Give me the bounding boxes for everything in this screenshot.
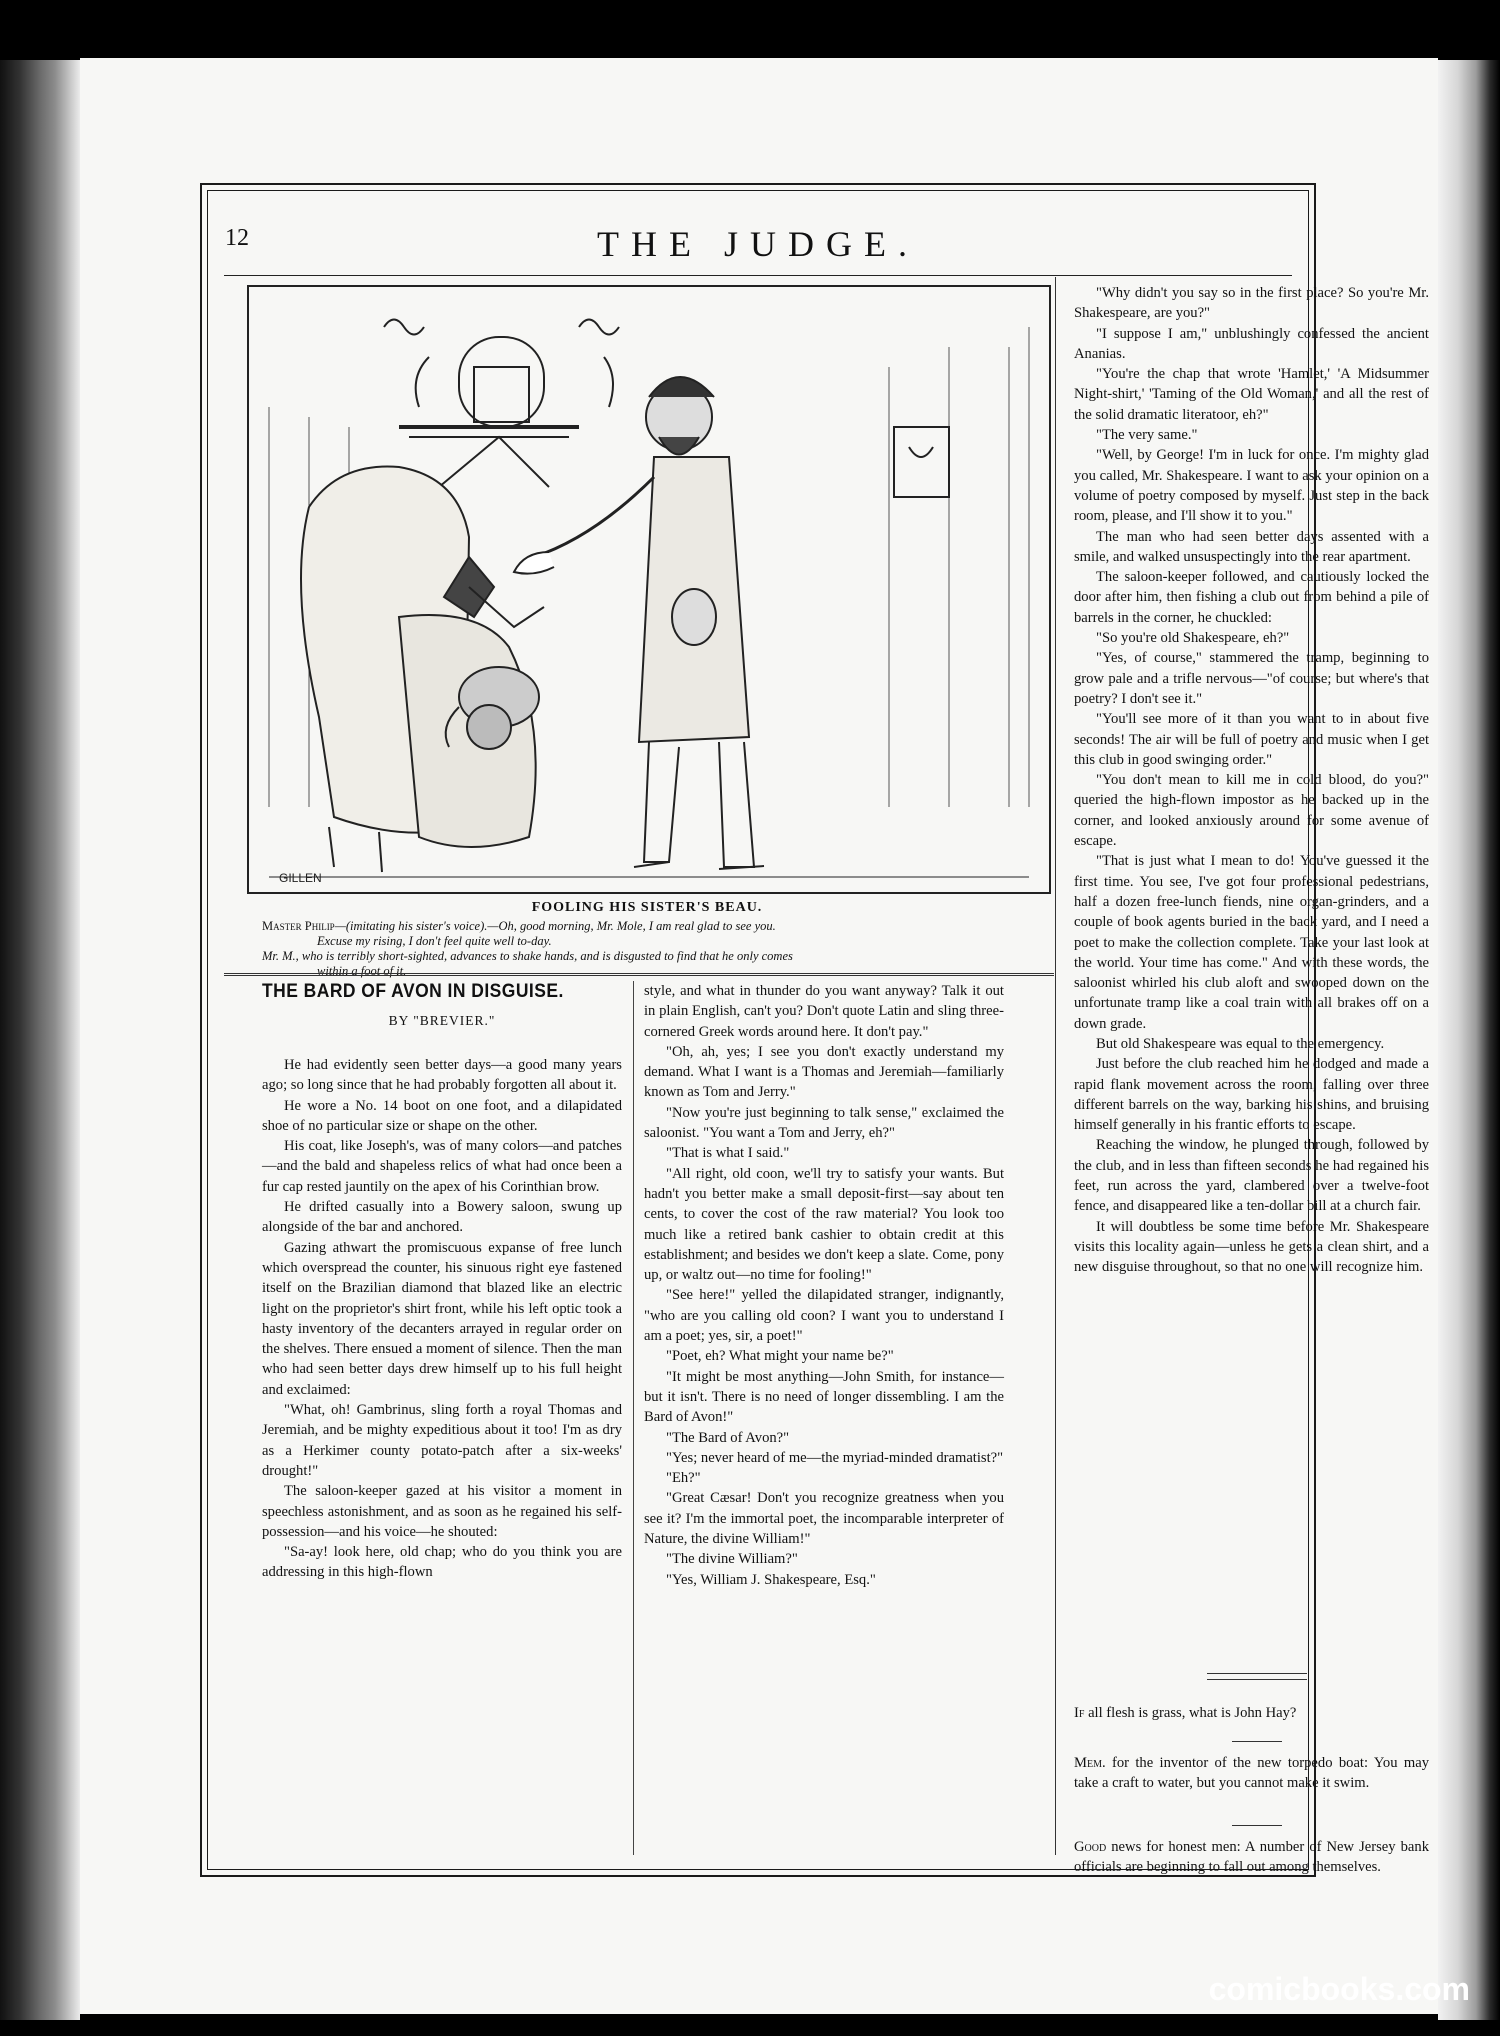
site-watermark: comicbooks.com (1208, 1971, 1470, 2007)
paragraph: "You don't mean to kill me in cold blood, do you?" queried the high-flown impostor as he backed up in the corner, and looked anxiously around for some avenue of escape. (1074, 772, 1429, 850)
paragraph: "Now you're just beginning to talk sense," exclaimed the saloonist. "You want a Tom and Jerry, eh?" (644, 1104, 1004, 1142)
paragraph: "You're the chap that wrote 'Hamlet,' 'A Midsummer Night-shirt,' 'Taming of the Old Woman,' and all the rest of the solid dramatic literatoor, eh?" (1074, 366, 1429, 423)
note-torpedo-boat: Mem. for the inventor of the new torpedo boat: You may take a craft to water, but you cannot make it swim. (1074, 1755, 1429, 1792)
paragraph: "You'll see more of it than you want to in about five seconds! The air will be full of poetry and music when I get this club in good swinging order." (1074, 711, 1429, 768)
paragraph: "The divine William?" (666, 1551, 798, 1568)
paragraph: He wore a No. 14 boot on one foot, and a dilapidated shoe of no particular size or shape on the other. (262, 1097, 622, 1134)
masthead-title: THE JUDGE. (597, 224, 919, 264)
paragraph: "What, oh! Gambrinus, sling forth a royal Thomas and Jeremiah, and be mighty expeditious about it too! I'm as dry as a Herkimer county potato-patch after a six-weeks' drought!" (262, 1402, 622, 1479)
section-rule (224, 973, 1054, 976)
caption-speaker: Master Philip (262, 919, 335, 933)
paragraph: "Well, by George! I'm in luck for once. I'm mighty glad you called, Mr. Shakespeare. I want to ask your opinion on a volume of poetry composed by myself. Just step in the back room, please, and I'll show it to you." (1074, 447, 1429, 525)
cartoon-drawing (249, 287, 1049, 892)
separator-double-1 (1207, 1673, 1307, 1674)
paragraph: "All right, old coon, we'll try to satisfy your wants. But hadn't you better make a small deposit-first—say about ten cents, to cover the cost of the raw material? You look too much like a retired bank cashier to obtain credit at this establishment; and besides we don't keep a slate. Come, pony up, or waltz out—no time for fooling!" (644, 1165, 1004, 1284)
paragraph: "Great Cæsar! Don't you recognize greatness when you see it? I'm the immortal poet, the incomparable interpreter of Nature, the divine William!" (644, 1490, 1004, 1548)
paragraph: It will doubtless be some time before Mr. Shakespeare visits this locality again—unless he gets a clean shirt, and a new disguise throughout, so that no one will recognize him. (1074, 1218, 1429, 1276)
article-column-1 (262, 1055, 622, 1583)
paragraph: The saloon-keeper followed, and cautiously locked the door after him, then fishing a club out from behind a pile of barrels in the corner, he chuckled: (1074, 569, 1429, 626)
page-border (200, 183, 1429, 1877)
note-john-hay: If all flesh is grass, what is John Hay? (1074, 1705, 1297, 1721)
paragraph: "The very same." (1096, 427, 1198, 444)
paragraph: "So you're old Shakespeare, eh?" (1096, 630, 1290, 647)
cartoon-illustration (247, 285, 1051, 894)
paragraph: "Yes, William J. Shakespeare, Esq." (666, 1571, 876, 1588)
paragraph: Gazing athwart the promiscuous expanse of free lunch which overspread the counter, his sinuous right eye fastened itself on the Brazilian diamond that blazed like an electric light on the proprietor's shirt front, while his left optic took a hasty inventory of the decanters arrayed in regular order on the shelves. There ensued a moment of silence. Then the man who had seen better days drew himself up to his full height and exclaimed: (262, 1239, 622, 1398)
paragraph: Just before the club reached him he dodged and made a rapid flank movement across the room, falling over three different barrels on the way, barking his shins, and bruising himself generally in his frantic efforts to escape. (1074, 1056, 1429, 1134)
article-title: THE BARD OF AVON IN DISGUISE. (262, 981, 564, 1002)
separator-short-1 (1232, 1741, 1282, 1742)
paragraph: He had evidently seen better days—a good many years ago; so long since that he had probably forgotten all about it. (262, 1057, 622, 1094)
paragraph: "Yes, of course," stammered the tramp, beginning to grow pale and a trifle nervous—"of course; but where's that poetry? I don't see it." (1074, 650, 1429, 707)
cartoon-caption: Master Philip—(imitating his sister's voice).—Oh, good morning, Mr. Mole, I am real glad to see you. Excuse my rising, I don't feel quite well to-day. Mr. M., who is terribly short-sighted, advances to shake hands, and is disgusted to find that he only comes within a foot of it. (262, 919, 793, 978)
article-column-2 (644, 981, 1004, 1590)
paragraph: The saloon-keeper gazed at his visitor a moment in speechless astonishment, and as soon as he regained his self-possession—and his voice—he shouted: (262, 1483, 622, 1540)
column-divider-right (1055, 277, 1056, 1855)
note-bank-officials: Good news for honest men: A number of New Jersey bank officials are beginning to fall out among themselves. (1074, 1839, 1429, 1876)
paragraph: "See here!" yelled the dilapidated stranger, indignantly, "who are you calling old coon? I want you to understand I am a poet; yes, sir, a poet!" (644, 1287, 1004, 1345)
paragraph: style, and what in thunder do you want anyway? Talk it out in plain English, can't you? Don't quote Latin and sling three-cornered Greek words around here. It don't pay." (644, 983, 1004, 1040)
paragraph: "Sa-ay! look here, old chap; who do you think you are addressing in this high-flown (262, 1544, 622, 1581)
paragraph: "Eh?" (666, 1470, 701, 1487)
paragraph: Reaching the window, he plunged through, followed by the club, and in less than fifteen seconds he had regained his feet, run across the yard, clambered over a twelve-foot fence, and disappeared like a ten-dollar bill at a church fair. (1074, 1137, 1429, 1215)
paragraph: "Oh, ah, yes; I see you don't exactly understand my demand. What I want is a Thomas and Jeremiah—familiarly known as Tom and Jerry." (644, 1043, 1004, 1101)
separator-short-2 (1232, 1825, 1282, 1826)
artist-signature: GILLEN (279, 871, 322, 885)
paragraph: "It might be most anything—John Smith, for instance—but it isn't. There is no need of longer dissembling. I am the Bard of Avon!" (644, 1368, 1004, 1426)
book-spine-right (1438, 60, 1500, 2020)
paragraph: "Yes; never heard of me—the myriad-minded dramatist?" (666, 1449, 1004, 1466)
cartoon-title: FOOLING HIS SISTER'S BEAU. (531, 900, 763, 915)
column-divider-left (633, 981, 634, 1855)
magazine-page (80, 58, 1438, 2014)
book-spine-left (0, 60, 80, 2020)
paragraph: He drifted casually into a Bowery saloon, swung up alongside of the bar and anchored. (262, 1199, 622, 1236)
paragraph: "Why didn't you say so in the first place? So you're Mr. Shakespeare, are you?" (1074, 285, 1429, 322)
paragraph: His coat, like Joseph's, was of many colors—and patches—and the bald and shapeless relics of what had once been a fur cap rested jauntily on the apex of his Corinthian brow. (262, 1138, 622, 1195)
page-number: 12 (225, 225, 249, 251)
paragraph: "The Bard of Avon?" (666, 1429, 790, 1446)
paragraph: "That is just what I mean to do! You've guessed it the first time. You see, I've got four professional pedestrians, half a dozen free-lunch fiends, nine organ-grinders, and a couple of book agents buried in the back yard, and I need a poet to make the collection complete. Take your last look at the world. Your time has come." And with these words, the saloonist whirled his club aloft and swooped down on the unfortunate tramp like a coal train with all brakes off on a down grade. (1074, 853, 1429, 1032)
paragraph: "Poet, eh? What might your name be?" (666, 1348, 894, 1365)
header-rule (224, 275, 1292, 276)
article-column-3 (1074, 283, 1429, 1278)
paragraph: But old Shakespeare was equal to the emergency. (1096, 1035, 1385, 1052)
paragraph: The man who had seen better days assented with a smile, and walked unsuspectingly into the rear apartment. (1074, 528, 1429, 565)
article-byline: BY "BREVIER." (388, 1013, 496, 1028)
paragraph: "I suppose I am," unblushingly confessed the ancient Ananias. (1074, 325, 1429, 362)
paragraph: "That is what I said." (666, 1145, 790, 1162)
